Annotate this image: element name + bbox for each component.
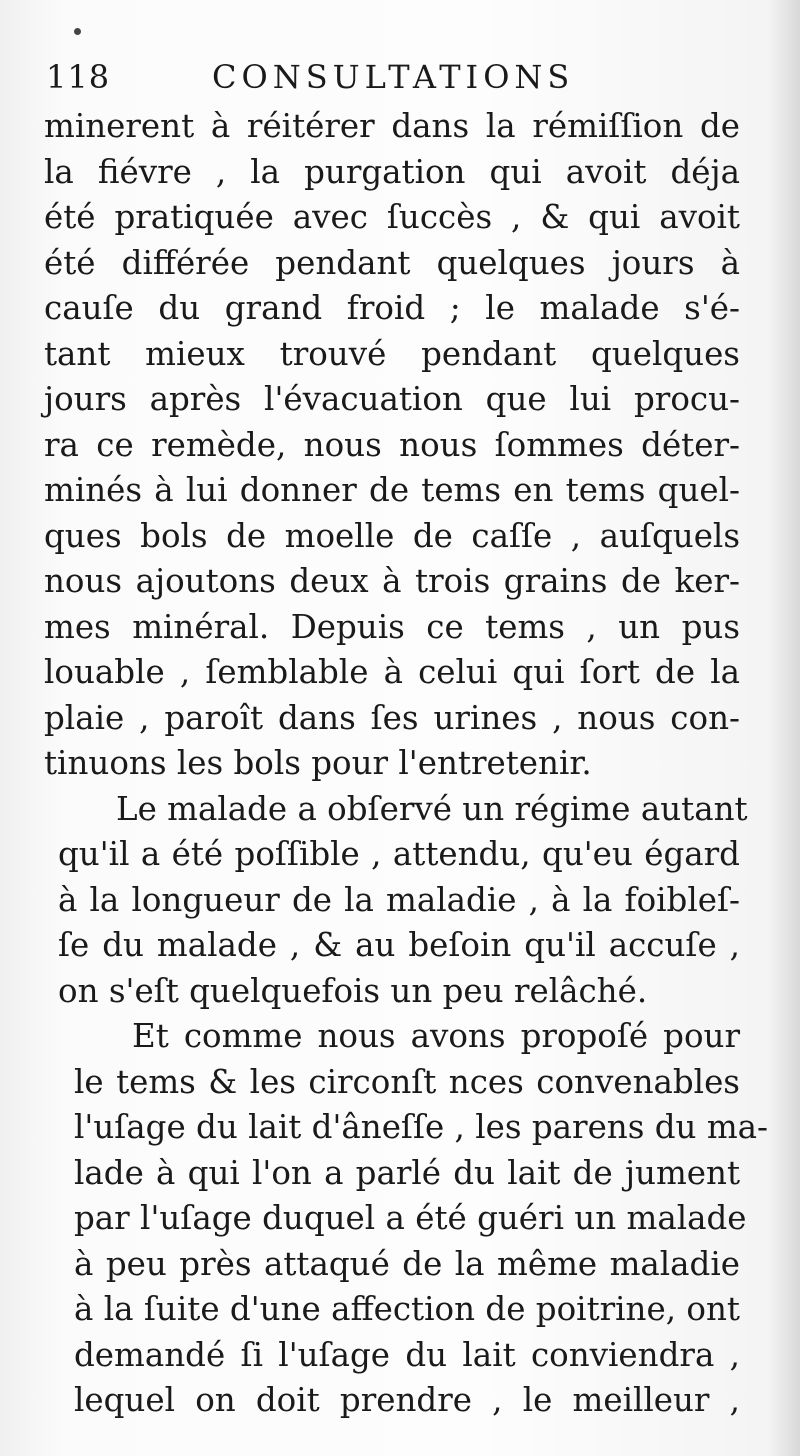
text-line: été différée pendant quelques jours à — [44, 243, 740, 282]
text-line: à la ſuite d'une affection de poitrine, ont — [74, 1290, 740, 1328]
text-line: cauſe du grand froid ; le malade s'é- — [44, 289, 740, 327]
text-line: Et comme nous avons propoſé pour — [132, 1017, 740, 1055]
text-line: jours après l'évacuation que lui procu- — [44, 380, 740, 418]
text-line: à peu près attaqué de la même maladie — [74, 1244, 740, 1283]
text-line: plaie , paroît dans ſes urines , nous con- — [44, 698, 740, 737]
text-line: demandé ſi l'uſage du lait conviendra , — [74, 1335, 740, 1374]
text-line: tant mieux trouvé pendant quelques — [44, 334, 740, 373]
paragraph-2 — [58, 787, 748, 1015]
page-header — [40, 58, 780, 102]
text-line: minés à lui donner de tems en tems quel- — [44, 471, 740, 509]
text-line: à la longueur de la maladie , à la foibleſ- — [58, 880, 740, 919]
text-line: tinuons les bols pour l'entretenir. — [44, 744, 592, 782]
body-text — [44, 104, 768, 1424]
text-line: le tems & les circonſt nces convenables — [74, 1062, 740, 1101]
running-title: CONSULTATIONS — [212, 58, 575, 96]
text-line: la fiévre , la purgation qui avoit déja — [44, 152, 740, 191]
paragraph-3 — [74, 1014, 768, 1424]
page-number: 118 — [46, 58, 111, 96]
ink-speck — [74, 28, 81, 35]
text-line: minerent à réitérer dans la rémiſſion de — [44, 107, 740, 145]
text-line: qu'il a été poſſible , attendu, qu'eu égard — [58, 835, 740, 873]
text-line: lade à qui l'on a parlé du lait de jument — [74, 1153, 740, 1192]
text-line: nous ajoutons deux à trois grains de ker- — [44, 562, 740, 600]
text-line: louable , ſemblable à celui qui ſort de la — [44, 653, 740, 691]
text-line: été pratiquée avec ſuccès , & qui avoit — [44, 198, 740, 236]
text-line: ques bols de moelle de caſſe , auſquels — [44, 516, 740, 555]
text-line: lequel on doit prendre , le meilleur , — [74, 1381, 740, 1419]
text-line: on s'eſt quelquefois un peu relâché. — [58, 971, 648, 1010]
text-line: Le malade a obſervé un régime autant — [116, 789, 748, 828]
paragraph-1 — [44, 104, 740, 787]
text-line: ra ce remède, nous nous ſommes déter- — [44, 425, 740, 464]
text-line: par l'uſage duquel a été guéri un malade — [74, 1199, 747, 1237]
text-line: l'uſage du lait d'âneſſe , les parens du ma- — [74, 1108, 768, 1146]
text-line: mes minéral. Depuis ce tems , un pus — [44, 607, 740, 646]
text-line: ſe du malade , & au beſoin qu'il accuſe , — [58, 926, 740, 964]
